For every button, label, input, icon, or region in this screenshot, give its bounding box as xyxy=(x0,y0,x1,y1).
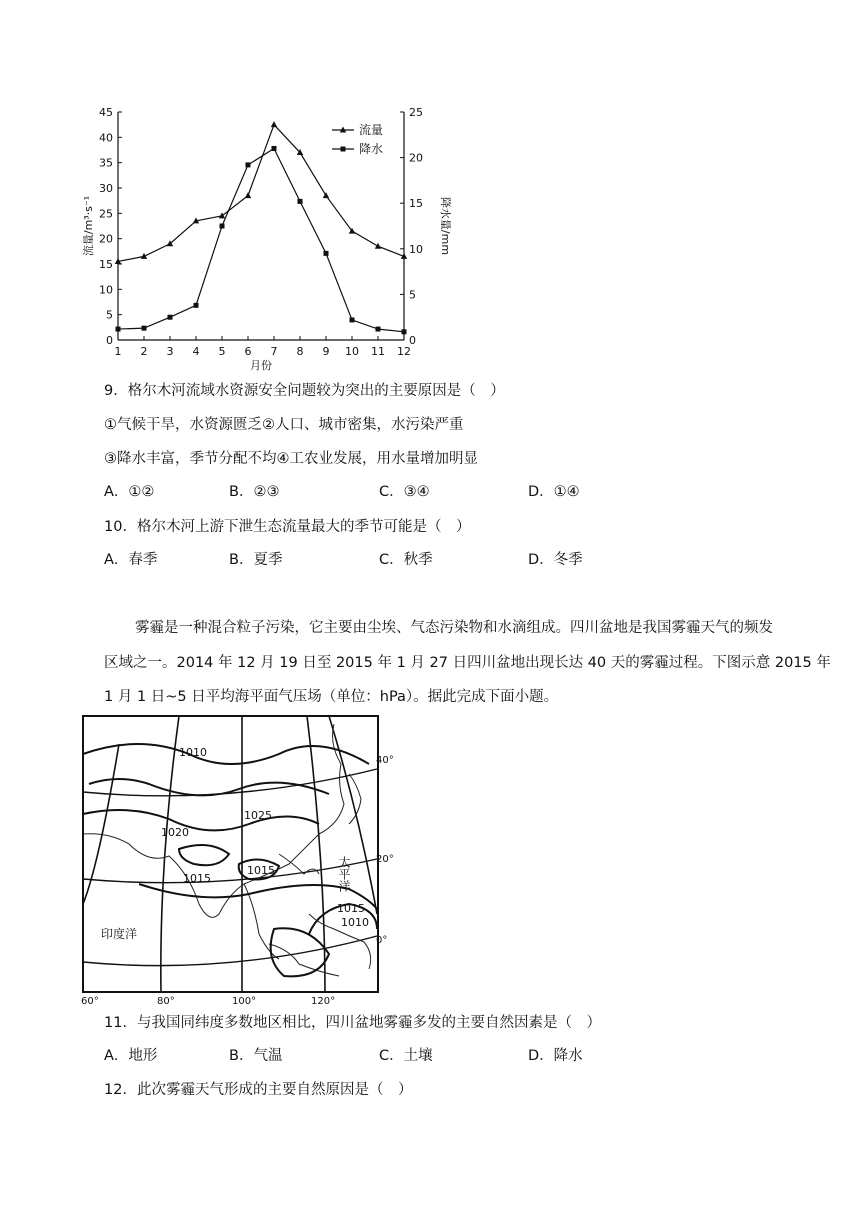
q10-stem: 10．格尔木河上游下泄生态流量最大的季节可能是（ ） xyxy=(104,519,471,535)
x-tick-label: 1 xyxy=(114,345,122,358)
x-tick-label: 6 xyxy=(244,345,252,358)
left-axis-label: 流量/m³·s⁻¹ xyxy=(82,195,95,257)
indian-ocean-label: 印度洋 xyxy=(101,927,138,941)
lat-label-20: 20° xyxy=(376,854,394,865)
series-point-流量 xyxy=(245,192,251,198)
lat-label-0: 0° xyxy=(376,935,388,946)
q9-option-d[interactable]: D．①④ xyxy=(528,484,580,500)
q10-option-b[interactable]: B．夏季 xyxy=(229,552,283,568)
lat-label-40: 40° xyxy=(376,755,394,766)
lon-label-60: 60° xyxy=(81,996,99,1007)
left-tick-label: 40 xyxy=(99,131,113,145)
isobar-label: 1020 xyxy=(161,826,189,839)
left-tick-label: 20 xyxy=(99,232,113,246)
pressure-map xyxy=(79,714,394,1007)
q9-statements-2: ③降水丰富，季节分配不均④工农业发展，用水量增加明显 xyxy=(104,451,478,467)
x-tick-label: 9 xyxy=(322,345,330,358)
q9-statements-1: ①气候干旱，水资源匮乏②人口、城市密集，水污染严重 xyxy=(104,417,464,433)
q11-option-c[interactable]: C．土壤 xyxy=(379,1048,433,1064)
series-point-降水 xyxy=(116,327,121,332)
x-tick-label: 2 xyxy=(140,345,148,358)
q9-option-a[interactable]: A．①② xyxy=(104,484,155,500)
x-tick-label: 5 xyxy=(218,345,226,358)
x-tick-label: 8 xyxy=(296,345,304,358)
series-line-降水 xyxy=(118,148,404,331)
series-point-降水 xyxy=(324,251,329,256)
pacific-ocean-label: 太平洋 xyxy=(337,856,351,892)
isobar-label: 1015 xyxy=(183,872,211,885)
q10-option-c[interactable]: C．秋季 xyxy=(379,552,433,568)
map-frame xyxy=(83,716,378,992)
left-tick-label: 0 xyxy=(106,334,113,347)
right-tick-label: 20 xyxy=(409,151,423,165)
left-tick-label: 15 xyxy=(99,258,113,271)
left-tick-label: 10 xyxy=(99,283,113,297)
x-axis-label: 月份 xyxy=(250,359,272,372)
q10-option-d[interactable]: D．冬季 xyxy=(528,552,583,568)
legend-label: 流量 xyxy=(359,123,384,137)
isobar-label: 1010 xyxy=(179,746,207,759)
series-point-降水 xyxy=(142,326,147,331)
x-tick-label: 7 xyxy=(270,345,278,358)
left-tick-label: 5 xyxy=(106,308,113,322)
x-tick-label: 3 xyxy=(166,345,174,358)
right-tick-label: 10 xyxy=(409,242,423,256)
series-point-降水 xyxy=(272,146,277,151)
isobar-label: 1010 xyxy=(341,916,369,929)
series-point-降水 xyxy=(168,315,173,320)
lon-label-100: 100° xyxy=(232,996,257,1007)
q9-option-c[interactable]: C．③④ xyxy=(379,484,430,500)
series-point-降水 xyxy=(246,162,251,167)
x-tick-label: 4 xyxy=(192,345,200,358)
q9-stem: 9．格尔木河流域水资源安全问题较为突出的主要原因是（ ） xyxy=(104,383,505,399)
series-point-降水 xyxy=(220,224,225,229)
right-axis-label: 降水量/mm xyxy=(439,196,452,256)
right-tick-label: 0 xyxy=(409,334,416,347)
series-point-流量 xyxy=(271,121,277,127)
series-point-流量 xyxy=(375,243,381,249)
right-tick-label: 15 xyxy=(409,197,423,211)
q11-option-b[interactable]: B．气温 xyxy=(229,1048,283,1064)
passage-line-2: 区域之一。2014 年 12 月 19 日至 2015 年 1 月 27 日四川盆地出现长达 40 天的雾霾过程。下图示意 2015 年 xyxy=(104,655,831,671)
passage-line-3: 1 月 1 日~5 日平均海平面气压场（单位：hPa）。据此完成下面小题。 xyxy=(104,689,559,705)
legend-marker xyxy=(341,147,346,152)
q10-option-a[interactable]: A．春季 xyxy=(104,552,158,568)
isobar-label: 1015 xyxy=(337,902,365,915)
right-tick-label: 25 xyxy=(409,106,423,119)
left-tick-label: 35 xyxy=(99,156,113,170)
flow-precip-chart xyxy=(78,100,450,375)
series-point-降水 xyxy=(194,303,199,308)
right-tick-label: 5 xyxy=(409,288,416,302)
series-point-流量 xyxy=(219,212,225,218)
x-tick-label: 12 xyxy=(397,345,411,358)
series-point-降水 xyxy=(376,327,381,332)
q9-option-b[interactable]: B．②③ xyxy=(229,484,280,500)
left-tick-label: 25 xyxy=(99,207,113,221)
passage-line-1: 雾霾是一种混合粒子污染，它主要由尘埃、气态污染物和水滴组成。四川盆地是我国雾霾天气的频发 xyxy=(135,620,773,636)
left-tick-label: 45 xyxy=(99,106,113,119)
x-tick-label: 11 xyxy=(371,345,385,358)
x-tick-label: 10 xyxy=(345,345,359,358)
series-point-降水 xyxy=(350,317,355,322)
left-tick-label: 30 xyxy=(99,182,113,195)
series-point-降水 xyxy=(298,199,303,204)
q11-stem: 11．与我国同纬度多数地区相比，四川盆地雾霾多发的主要自然因素是（ ） xyxy=(104,1015,601,1031)
series-point-降水 xyxy=(402,329,407,334)
isobar-label: 1015 xyxy=(247,864,275,877)
q11-option-a[interactable]: A．地形 xyxy=(104,1048,158,1064)
q11-option-d[interactable]: D．降水 xyxy=(528,1048,583,1064)
q12-stem: 12．此次雾霾天气形成的主要自然原因是（ ） xyxy=(104,1082,413,1098)
lon-label-120: 120° xyxy=(311,996,336,1007)
lon-label-80: 80° xyxy=(157,996,175,1007)
lon-labels xyxy=(81,996,335,1007)
isobar-label: 1025 xyxy=(244,809,272,822)
legend-label: 降水 xyxy=(359,142,384,156)
